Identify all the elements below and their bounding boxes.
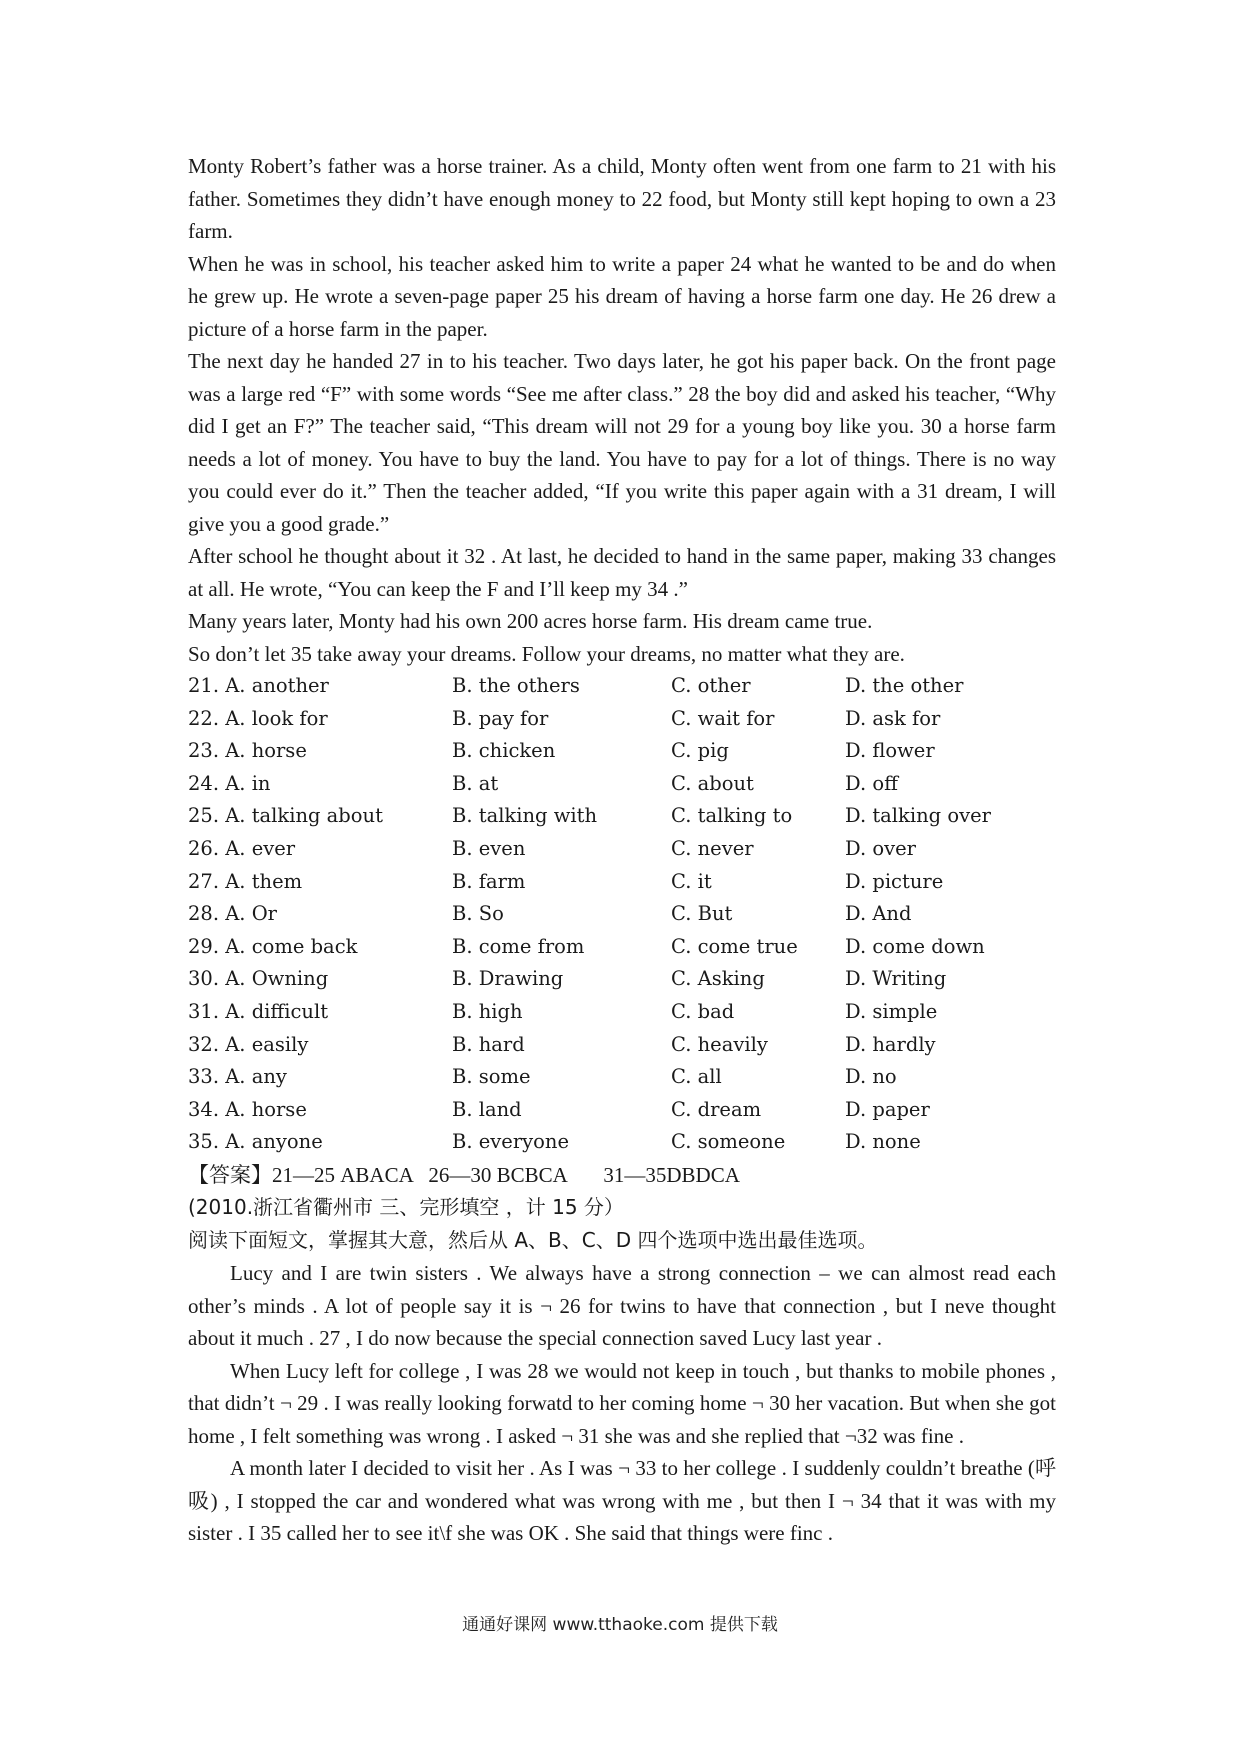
passage-paragraph: When he was in school, his teacher asked him to write a paper 24 what he wanted to be and do when he grew up. He wrote a seven-page paper 25 his dream of having a horse farm one day. He 26 drew a picture of a horse farm in the paper. — [188, 251, 1056, 341]
option-d: D. picture — [845, 869, 944, 893]
passage-paragraph: When Lucy left for college , I was 28 we would not keep in touch , but thanks to mobile phones , that didn’t ¬ 29 . I was really looking forwatd to her coming home ¬ 30 her vacation. But when she got home , I felt something was wrong . I asked ¬ 31 she was and she replied that ¬32 was fine . — [188, 1358, 1056, 1448]
option-c: C. talking to — [671, 804, 793, 828]
option-d: D. over — [845, 836, 916, 860]
option-b: B. high — [452, 999, 523, 1023]
option-a: 27. A. them — [188, 869, 303, 893]
option-b: B. hard — [452, 1032, 525, 1056]
option-c: C. never — [671, 836, 754, 860]
page-footer: 通通好课网 www.tthaoke.com 提供下载 — [462, 1615, 778, 1635]
option-b: B. come from — [452, 934, 585, 958]
option-c: C. heavily — [671, 1032, 768, 1056]
passage-paragraph: Monty Robert’s father was a horse trainer. As a child, Monty often went from one farm to 21 with his father. Sometimes they didn’t have enough money to 22 food, but Monty still kept hoping to own a 23 farm. — [188, 154, 1056, 243]
option-d: D. talking over — [845, 804, 991, 828]
document-content — [188, 150, 1056, 1550]
option-b: B. chicken — [452, 739, 556, 763]
option-b: B. the others — [452, 674, 580, 697]
question-row — [188, 1029, 1056, 1062]
option-c: C. bad — [671, 999, 735, 1023]
option-c: C. someone — [671, 1130, 786, 1154]
option-a: 30. A. Owning — [188, 967, 329, 991]
option-a: 26. A. ever — [188, 836, 296, 860]
option-d: D. the other — [845, 674, 964, 697]
option-a: 23. A. horse — [188, 739, 307, 763]
option-d: D. off — [845, 771, 898, 795]
section-instruction: 阅读下面短文，掌握其大意，然后从 A、B、C、D 四个选项中选出最佳选项。 — [188, 1228, 878, 1253]
option-b: B. talking with — [452, 804, 598, 828]
question-row — [188, 963, 1056, 996]
option-a: 25. A. talking about — [188, 804, 383, 828]
option-a: 35. A. anyone — [188, 1130, 323, 1154]
option-a: 28. A. Or — [188, 902, 277, 926]
option-c: C. it — [671, 869, 712, 893]
question-row — [188, 898, 1056, 931]
question-row — [188, 931, 1056, 964]
passage-paragraph: Lucy and I are twin sisters . We always have a strong connection – we can almost read each other’s minds . A lot of people say it is ¬ 26 for twins to have that connection , but I neve thought about it much . 27 , I do now because the special connection saved Lucy last year . — [188, 1261, 1056, 1351]
option-b: B. everyone — [452, 1130, 569, 1154]
question-row — [188, 800, 1056, 833]
question-row — [188, 735, 1056, 768]
option-b: B. even — [452, 836, 526, 860]
option-a: 24. A. in — [188, 771, 271, 795]
answer-key: 【答案】21—25 ABACA 26—30 BCBCA 31—35DBDCA — [188, 1162, 740, 1187]
option-d: D. no — [845, 1065, 897, 1089]
option-a: 29. A. come back — [188, 934, 358, 958]
option-a: 32. A. easily — [188, 1032, 309, 1056]
option-b: B. So — [452, 902, 504, 926]
option-d: D. paper — [845, 1097, 930, 1121]
option-c: C. pig — [671, 739, 729, 763]
option-a: 31. A. difficult — [188, 999, 329, 1023]
passage-paragraph: So don’t let 35 take away your dreams. Follow your dreams, no matter what they are. — [188, 641, 905, 666]
passage-paragraph: Many years later, Monty had his own 200 acres horse farm. His dream came true. — [188, 609, 873, 633]
question-options — [188, 670, 1056, 1159]
option-a: 34. A. horse — [188, 1097, 307, 1121]
passage-paragraph: The next day he handed 27 in to his teacher. Two days later, he got his paper back. On the front page was a large red “F” with some words “See me after class.” 28 the boy did and asked his teacher, “Why did I get an F?” The teacher said, “This dream will not 29 for a young boy like you. 30 a horse farm needs a lot of money. You have to buy the land. You have to pay for a lot of things. There is no way you could ever do it.” Then the teacher added, “If you write this paper again with a 31 dream, I will give you a good grade.” — [188, 349, 1056, 536]
passage-monty — [188, 150, 1056, 670]
option-b: B. land — [452, 1097, 522, 1121]
passage-paragraph: After school he thought about it 32 . At last, he decided to hand in the same paper, making 33 changes at all. He wrote, “You can keep the F and I’ll keep my 34 .” — [188, 544, 1056, 601]
option-b: B. at — [452, 771, 499, 795]
option-c: C. all — [671, 1065, 722, 1089]
question-row — [188, 1094, 1056, 1127]
option-c: C. other — [671, 674, 751, 697]
option-d: D. simple — [845, 999, 938, 1023]
option-d: D. Writing — [845, 967, 947, 991]
question-row — [188, 1061, 1056, 1094]
question-row — [188, 996, 1056, 1029]
passage-paragraph: A month later I decided to visit her . As I was ¬ 33 to her college . I suddenly couldn’t breathe (呼吸) , I stopped the car and wondered what was wrong with me , but then I ¬ 34 that it was with my sister . I 35 called her to see it\f she was OK . She said that things were finc . — [188, 1456, 1056, 1546]
section-source: (2010.浙江省衢州市 三、完形填空 ，计 15 分） — [188, 1195, 624, 1220]
option-c: C. about — [671, 771, 754, 795]
question-row — [188, 768, 1056, 801]
option-c: C. dream — [671, 1097, 762, 1121]
question-row — [188, 833, 1056, 866]
option-d: D. none — [845, 1130, 921, 1154]
option-c: C. But — [671, 902, 733, 926]
question-row — [188, 1126, 1056, 1159]
option-d: D. ask for — [845, 706, 941, 730]
option-b: B. farm — [452, 869, 526, 893]
question-row — [188, 866, 1056, 899]
option-d: D. flower — [845, 739, 935, 763]
option-b: B. some — [452, 1065, 531, 1089]
option-c: C. Asking — [671, 967, 765, 991]
option-a: 22. A. look for — [188, 706, 328, 730]
question-row — [188, 703, 1056, 736]
option-a: 21. A. another — [188, 674, 329, 697]
option-b: B. Drawing — [452, 967, 564, 991]
option-b: B. pay for — [452, 706, 549, 730]
question-row — [188, 670, 1056, 703]
option-d: D. hardly — [845, 1032, 936, 1056]
option-c: C. wait for — [671, 706, 775, 730]
passage-twins — [188, 1257, 1056, 1550]
option-d: D. come down — [845, 934, 985, 958]
option-d: D. And — [845, 902, 912, 926]
option-a: 33. A. any — [188, 1065, 287, 1089]
option-c: C. come true — [671, 934, 798, 958]
